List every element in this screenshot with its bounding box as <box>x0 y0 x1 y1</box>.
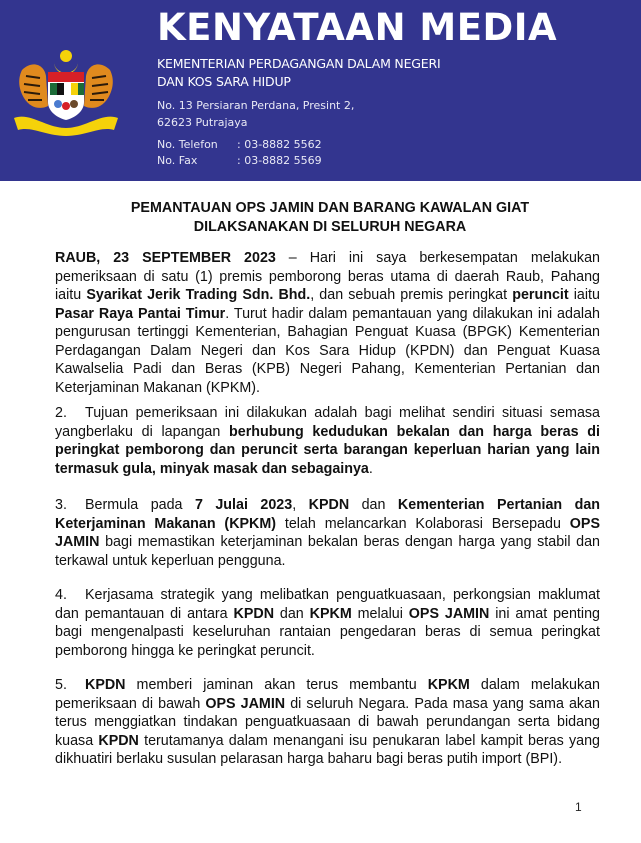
page-number: 1 <box>575 800 582 814</box>
phone-label: No. Telefon <box>157 138 218 151</box>
document-title <box>60 199 600 237</box>
phone-row <box>157 137 322 153</box>
fax-number: : 03-8882 5569 <box>237 154 322 167</box>
media-statement-header <box>0 0 641 181</box>
bold-text-segment: OPS JAMIN <box>55 515 600 550</box>
paragraph-number: 5. <box>55 677 67 693</box>
text-segment: bagi memastikan keterjaminan bekalan beras dengan harga yang stabil dan terkawal untuk keperluan pengguna. <box>55 534 600 569</box>
bold-text-segment: KPKM <box>427 677 470 693</box>
bold-text-segment: OPS JAMIN <box>408 605 490 622</box>
text-segment: dalam melakukan pemeriksaan di bawah <box>55 677 600 712</box>
bold-text-segment: KPDN <box>98 732 139 749</box>
document-title-line-2: DILAKSANAKAN DI SELURUH NEGARA <box>193 219 467 235</box>
contact-details <box>157 137 322 169</box>
text-segment: memberi jaminan akan terus membantu <box>125 677 428 693</box>
phone-number: : 03-8882 5562 <box>237 138 322 151</box>
text-segment: dan <box>349 497 398 513</box>
address-line-1: No. 13 Persiaran Perdana, Presint 2, <box>157 99 355 112</box>
text-segment: Tujuan pemeriksaan ini dilakukan adalah bagi melihat sendiri situasi semasa yangberlaku di lapangan <box>55 405 600 440</box>
address-line-2: 62623 Putrajaya <box>157 116 248 129</box>
text-segment: , <box>292 497 309 513</box>
ministry-name <box>157 55 440 91</box>
text-segment: ini amat penting bagi mengenalpasti keseluruhan rantaian pengedaran beras di semua peringkat pemborong hingga ke peringkat peruncit. <box>55 605 600 659</box>
text-segment: – Hari ini saya berkesempatan melakukan pemeriksaan di satu (1) premis pemborong beras utama di daerah Raub, Pahang iaitu <box>55 250 600 303</box>
paragraph-number: 4. <box>55 587 67 603</box>
bold-text-segment: 7 Julai 2023 <box>194 497 293 513</box>
paragraph-3 <box>55 496 600 570</box>
document-title-line-1: PEMANTAUAN OPS JAMIN DAN BARANG KAWALAN GIAT <box>130 200 530 216</box>
bold-text-segment: Kementerian Pertanian dan Keterjaminan Makanan (KPKM) <box>55 497 600 532</box>
text-segment: Bermula pada <box>85 497 195 513</box>
text-segment: . <box>368 460 373 477</box>
ministry-name-line-2: DAN KOS SARA HIDUP <box>157 74 291 89</box>
text-segment: dan <box>274 605 310 622</box>
bold-text-segment: peruncit <box>512 287 569 303</box>
text-segment: . Turut hadir dalam pemantauan yang dilakukan ini adalah pengurusan tertinggi Kementerian, Bahagian Penguat Kuasa (BPGK) Kementerian Perdagangan Dalam Negeri dan Kos Sara Hidup (KPDN) dan Penguat Kuasa Kawalselia Padi dan Beras (KPB) Negeri Pahang, Kementerian Pertanian dan Keterjaminan Makanan (KPKM). <box>55 305 600 396</box>
fax-label: No. Fax <box>157 154 198 167</box>
ministry-address <box>157 97 354 131</box>
text-segment: , dan sebuah premis peringkat <box>310 287 513 303</box>
bold-text-segment: berhubung kedudukan bekalan dan harga beras di peringkat pemborong dan peruncit serta barangan keperluan harian yang lain termasuk gula, minyak masak dan sebagainya <box>55 423 600 477</box>
bold-text-segment: KPDN <box>308 497 350 513</box>
paragraph-number: 3. <box>55 497 67 513</box>
paragraph-4 <box>55 586 600 660</box>
text-segment: iaitu <box>568 287 600 303</box>
text-segment: melalui <box>351 605 409 622</box>
paragraph-2 <box>55 404 600 478</box>
text-segment: di seluruh Negara. Pada masa yang sama akan terus menggiatkan tindakan penguatkuasaan di bawah perundangan serta bidang kuasa <box>55 695 600 749</box>
bold-text-segment: KPKM <box>309 605 352 622</box>
text-segment: terutamanya dalam menangani isu penukaran label kampit beras yang dikhuatiri berlaku susulan pelarasan harga baharu bagi beras putih import (BPI). <box>55 732 600 767</box>
bold-text-segment: RAUB, 23 SEPTEMBER 2023 <box>55 250 276 266</box>
ministry-name-line-1: KEMENTERIAN PERDAGANGAN DALAM NEGERI <box>157 56 441 71</box>
paragraph-1 <box>55 249 600 397</box>
text-segment: telah melancarkan Kolaborasi Bersepadu <box>276 515 570 532</box>
bold-text-segment: Syarikat Jerik Trading Sdn. Bhd. <box>86 287 311 303</box>
fax-row <box>157 153 322 169</box>
bold-text-segment: Pasar Raya Pantai Timur <box>55 305 226 322</box>
malaysia-coat-of-arms-icon <box>10 48 122 138</box>
statement-title: KENYATAAN MEDIA <box>157 6 558 49</box>
bold-text-segment: KPDN <box>233 605 275 622</box>
bold-text-segment: OPS JAMIN <box>205 695 286 712</box>
text-segment: Kerjasama strategik yang melibatkan penguatkuasaan, perkongsian maklumat dan pemantauan di antara <box>55 587 600 622</box>
paragraph-5 <box>55 676 600 769</box>
bold-text-segment: KPDN <box>85 677 126 693</box>
paragraph-number: 2. <box>55 405 67 421</box>
